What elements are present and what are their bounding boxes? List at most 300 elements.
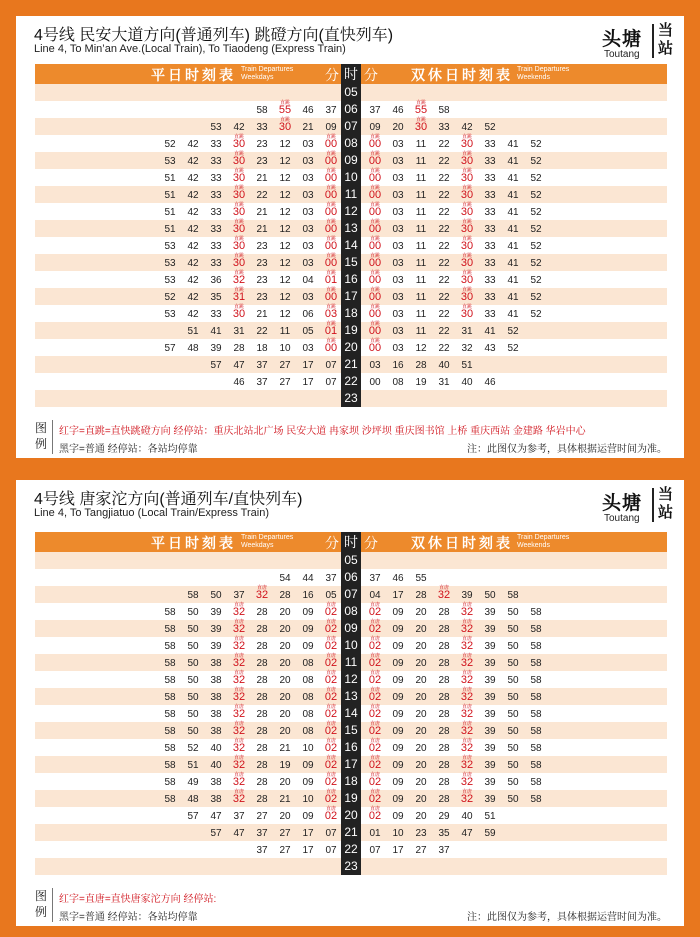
departure-minute: 33 <box>484 309 496 320</box>
express-departure-minute: 直跳 30 <box>229 186 249 203</box>
direction-title-en: Line 4, To Tangjiatuo (Local Train/Express Train) <box>34 507 270 519</box>
departure-minute: 28 <box>438 709 450 720</box>
departure-minute: 00 <box>369 377 381 388</box>
departure-minute: 39 <box>484 607 496 618</box>
weekday-title: 平日时刻表 <box>151 67 236 83</box>
departure-minute: 10 <box>279 343 291 354</box>
departure-minute: 12 <box>279 156 291 167</box>
departure-minute: 39 <box>484 777 496 788</box>
departure-minute: 37 <box>233 590 245 601</box>
express-departure-minute: 直跳 30 <box>457 203 477 220</box>
departure-minute: 20 <box>279 726 291 737</box>
departure-minute: 11 <box>415 173 427 184</box>
weekend-title-en: Train Departures Weekends <box>517 534 570 549</box>
departure-minute: 28 <box>279 590 291 601</box>
departure-minute: 33 <box>484 241 496 252</box>
departure-minute: 50 <box>187 658 199 669</box>
departure-minute: 20 <box>279 692 291 703</box>
departure-minute: 39 <box>210 624 222 635</box>
express-departure-minute: 直跳 00 <box>321 254 341 271</box>
hour-cell: 17 <box>341 288 361 305</box>
departure-minute: 07 <box>325 360 337 371</box>
departure-minute: 22 <box>256 326 268 337</box>
departure-minute: 52 <box>530 207 542 218</box>
express-departure-minute: 直唐 02 <box>365 688 385 705</box>
departure-minute: 12 <box>279 207 291 218</box>
departure-minute: 33 <box>484 190 496 201</box>
departure-minute: 51 <box>484 811 496 822</box>
departure-minute: 38 <box>210 658 222 669</box>
hour-cell: 05 <box>341 84 361 101</box>
hour-row-23 <box>35 390 667 407</box>
express-departure-minute: 直唐 32 <box>457 739 477 756</box>
departure-minute: 03 <box>302 156 314 167</box>
departure-minute: 27 <box>279 360 291 371</box>
hour-cell: 05 <box>341 552 361 569</box>
departure-minute: 47 <box>461 828 473 839</box>
express-departure-minute: 直跳 00 <box>365 203 385 220</box>
departure-minute: 20 <box>415 641 427 652</box>
express-departure-minute: 直唐 02 <box>365 739 385 756</box>
hour-row-20 <box>35 339 667 356</box>
departure-minute: 58 <box>164 777 176 788</box>
departure-minute: 20 <box>415 777 427 788</box>
departure-minute: 17 <box>392 590 404 601</box>
departure-minute: 11 <box>415 139 427 150</box>
departure-minute: 09 <box>302 624 314 635</box>
departure-minute: 09 <box>325 122 337 133</box>
departure-minute: 50 <box>507 641 519 652</box>
legend-divider <box>52 888 53 922</box>
departure-minute: 22 <box>438 309 450 320</box>
departure-minute: 08 <box>392 377 404 388</box>
departure-minute: 16 <box>302 590 314 601</box>
departure-minute: 03 <box>392 275 404 286</box>
departure-minute: 08 <box>302 675 314 686</box>
hour-row-05 <box>35 84 667 101</box>
departure-minute: 21 <box>256 207 268 218</box>
departure-minute: 20 <box>415 658 427 669</box>
departure-minute: 09 <box>302 760 314 771</box>
departure-minute: 58 <box>530 709 542 720</box>
hour-cell: 19 <box>341 322 361 339</box>
hour-row-17 <box>35 288 667 305</box>
departure-minute: 53 <box>164 258 176 269</box>
departure-minute: 40 <box>461 811 473 822</box>
express-departure-minute: 直跳 00 <box>365 135 385 152</box>
departure-minute: 35 <box>210 292 222 303</box>
express-departure-minute: 直唐 32 <box>457 756 477 773</box>
express-departure-minute: 直唐 32 <box>457 790 477 807</box>
departure-minute: 58 <box>164 692 176 703</box>
departure-minute: 41 <box>507 190 519 201</box>
departure-minute: 23 <box>256 156 268 167</box>
express-departure-minute: 直唐 32 <box>229 722 249 739</box>
express-departure-minute: 直跳 00 <box>365 237 385 254</box>
departure-minute: 41 <box>210 326 222 337</box>
departure-minute: 23 <box>256 258 268 269</box>
express-departure-minute: 直唐 02 <box>365 756 385 773</box>
departure-minute: 50 <box>187 709 199 720</box>
departure-minute: 09 <box>392 794 404 805</box>
departure-minute: 58 <box>530 607 542 618</box>
departure-minute: 12 <box>279 309 291 320</box>
departure-minute: 54 <box>279 573 291 584</box>
departure-minute: 36 <box>210 275 222 286</box>
departure-minute: 21 <box>279 743 291 754</box>
departure-minute: 17 <box>302 377 314 388</box>
departure-minute: 20 <box>279 709 291 720</box>
hour-row-21 <box>35 824 667 841</box>
departure-minute: 38 <box>210 675 222 686</box>
departure-minute: 52 <box>530 139 542 150</box>
departure-minute: 28 <box>256 777 268 788</box>
express-departure-minute: 直跳 01 <box>321 271 341 288</box>
express-departure-minute: 直跳 30 <box>275 118 295 135</box>
express-departure-minute: 直跳 30 <box>411 118 431 135</box>
departure-minute: 09 <box>392 709 404 720</box>
departure-minute: 27 <box>279 845 291 856</box>
departure-minute: 42 <box>187 190 199 201</box>
legend-local: 黑字=普通 经停站：各站均停靠 <box>59 444 198 455</box>
departure-minute: 50 <box>507 743 519 754</box>
direction-title: 4号线 唐家沱方向(普通列车/直快列车) <box>34 491 303 508</box>
departure-minute: 03 <box>392 224 404 235</box>
departure-minute: 28 <box>256 675 268 686</box>
express-departure-minute: 直唐 02 <box>365 654 385 671</box>
express-departure-minute: 直唐 32 <box>457 637 477 654</box>
hour-row-05 <box>35 552 667 569</box>
hour-row-14 <box>35 705 667 722</box>
departure-minute: 09 <box>392 658 404 669</box>
departure-minute: 39 <box>484 641 496 652</box>
weekday-title-en: Train Departures Weekdays <box>241 66 294 81</box>
hour-cell: 14 <box>341 705 361 722</box>
departure-minute: 47 <box>233 828 245 839</box>
departure-minute: 22 <box>438 139 450 150</box>
departure-minute: 03 <box>392 139 404 150</box>
departure-minute: 48 <box>187 794 199 805</box>
express-departure-minute: 直跳 30 <box>229 305 249 322</box>
departure-minute: 50 <box>210 590 222 601</box>
weekday-title-en: Train Departures Weekdays <box>241 534 294 549</box>
departure-minute: 07 <box>325 828 337 839</box>
departure-minute: 39 <box>210 607 222 618</box>
departure-minute: 42 <box>187 173 199 184</box>
departure-minute: 58 <box>164 607 176 618</box>
departure-minute: 51 <box>164 224 176 235</box>
current-station <box>602 22 678 62</box>
express-departure-minute: 直跳 30 <box>457 305 477 322</box>
hour-row-13 <box>35 688 667 705</box>
express-departure-minute: 直跳 30 <box>229 237 249 254</box>
departure-minute: 22 <box>438 275 450 286</box>
departure-minute: 12 <box>279 241 291 252</box>
departure-minute: 20 <box>415 607 427 618</box>
express-departure-minute: 直唐 02 <box>365 807 385 824</box>
departure-minute: 20 <box>415 760 427 771</box>
hour-cell: 16 <box>341 739 361 756</box>
departure-minute: 42 <box>187 258 199 269</box>
express-departure-minute: 直跳 30 <box>457 169 477 186</box>
departure-minute: 33 <box>210 173 222 184</box>
departure-minute: 40 <box>461 377 473 388</box>
departure-minute: 52 <box>530 309 542 320</box>
departure-minute: 09 <box>369 122 381 133</box>
direction-title-en: Line 4, To Min’an Ave.(Local Train), To Tiaodeng (Express Train) <box>34 43 346 55</box>
departure-minute: 50 <box>484 590 496 601</box>
departure-minute: 42 <box>187 224 199 235</box>
departure-minute: 28 <box>256 641 268 652</box>
departure-minute: 50 <box>507 794 519 805</box>
departure-minute: 57 <box>210 360 222 371</box>
departure-minute: 22 <box>438 258 450 269</box>
station-name: 头塘 <box>602 493 643 514</box>
express-departure-minute: 直跳 00 <box>321 288 341 305</box>
express-departure-minute: 直跳 30 <box>229 169 249 186</box>
departure-minute: 11 <box>415 207 427 218</box>
departure-minute: 11 <box>415 190 427 201</box>
hour-cell: 15 <box>341 722 361 739</box>
departure-minute: 28 <box>415 590 427 601</box>
hour-row-06 <box>35 569 667 586</box>
departure-minute: 28 <box>256 692 268 703</box>
timetable <box>35 532 667 875</box>
station-name-en: Toutang <box>604 49 640 60</box>
express-departure-minute: 直跳 30 <box>457 254 477 271</box>
departure-minute: 09 <box>392 624 404 635</box>
express-departure-minute: 直唐 32 <box>229 688 249 705</box>
departure-minute: 41 <box>507 258 519 269</box>
legend-divider <box>52 420 53 454</box>
departure-minute: 47 <box>210 811 222 822</box>
departure-minute: 59 <box>484 828 496 839</box>
departure-minute: 52 <box>507 343 519 354</box>
hour-row-17 <box>35 756 667 773</box>
departure-minute: 37 <box>256 360 268 371</box>
express-departure-minute: 直唐 32 <box>229 671 249 688</box>
departure-minute: 37 <box>438 845 450 856</box>
departure-minute: 39 <box>484 692 496 703</box>
departure-minute: 01 <box>369 828 381 839</box>
departure-minute: 39 <box>484 658 496 669</box>
panel-header <box>16 480 684 528</box>
departure-minute: 33 <box>484 156 496 167</box>
departure-minute: 28 <box>438 658 450 669</box>
departure-minute: 10 <box>392 828 404 839</box>
weekday-minute-label: 分 <box>325 67 339 83</box>
departure-minute: 09 <box>302 811 314 822</box>
hour-row-13 <box>35 220 667 237</box>
departure-minute: 58 <box>164 658 176 669</box>
departure-minute: 42 <box>187 139 199 150</box>
departure-minute: 33 <box>484 275 496 286</box>
departure-minute: 42 <box>187 292 199 303</box>
express-departure-minute: 直跳 00 <box>365 305 385 322</box>
express-departure-minute: 直唐 02 <box>321 671 341 688</box>
departure-minute: 39 <box>484 726 496 737</box>
express-departure-minute: 直跳 00 <box>321 203 341 220</box>
weekend-minute-label: 分 <box>364 535 378 551</box>
departure-minute: 09 <box>392 607 404 618</box>
station-name-en: Toutang <box>604 513 640 524</box>
departure-minute: 58 <box>530 760 542 771</box>
departure-minute: 22 <box>438 173 450 184</box>
departure-minute: 50 <box>187 641 199 652</box>
departure-minute: 28 <box>256 743 268 754</box>
departure-minute: 09 <box>392 811 404 822</box>
weekend-title: 双休日时刻表 <box>411 67 513 83</box>
express-departure-minute: 直唐 32 <box>457 722 477 739</box>
hour-cell: 20 <box>341 339 361 356</box>
departure-minute: 31 <box>461 326 473 337</box>
departure-minute: 38 <box>210 726 222 737</box>
departure-minute: 09 <box>302 607 314 618</box>
hour-row-09 <box>35 152 667 169</box>
express-departure-minute: 直唐 02 <box>321 688 341 705</box>
departure-minute: 42 <box>187 241 199 252</box>
express-departure-minute: 直跳 00 <box>321 339 341 356</box>
departure-minute: 50 <box>187 675 199 686</box>
departure-minute: 22 <box>438 241 450 252</box>
express-departure-minute: 直跳 30 <box>457 186 477 203</box>
departure-minute: 08 <box>302 658 314 669</box>
panel-header <box>16 16 684 64</box>
departure-minute: 39 <box>210 641 222 652</box>
departure-minute: 28 <box>438 675 450 686</box>
express-departure-minute: 直唐 02 <box>321 620 341 637</box>
express-departure-minute: 直跳 30 <box>457 152 477 169</box>
departure-minute: 09 <box>392 726 404 737</box>
departure-minute: 55 <box>415 573 427 584</box>
departure-minute: 11 <box>415 156 427 167</box>
departure-minute: 09 <box>392 760 404 771</box>
legend-express: 红字=直唐=直快唐家沱方向 经停站: <box>59 894 217 905</box>
departure-minute: 37 <box>369 573 381 584</box>
departure-minute: 41 <box>507 309 519 320</box>
departure-minute: 20 <box>415 811 427 822</box>
departure-minute: 58 <box>530 794 542 805</box>
departure-minute: 11 <box>415 309 427 320</box>
hour-cell: 15 <box>341 254 361 271</box>
express-departure-minute: 直跳 00 <box>365 322 385 339</box>
departure-minute: 18 <box>256 343 268 354</box>
departure-minute: 50 <box>507 624 519 635</box>
express-departure-minute: 直唐 32 <box>457 671 477 688</box>
hour-cell: 22 <box>341 841 361 858</box>
departure-minute: 03 <box>392 207 404 218</box>
hour-row-14 <box>35 237 667 254</box>
departure-minute: 12 <box>415 343 427 354</box>
departure-minute: 31 <box>438 377 450 388</box>
express-departure-minute: 直唐 02 <box>321 807 341 824</box>
departure-minute: 58 <box>530 726 542 737</box>
departure-minute: 57 <box>164 343 176 354</box>
legend-label: 图例 <box>35 889 48 919</box>
departure-minute: 22 <box>438 343 450 354</box>
express-departure-minute: 直唐 02 <box>365 790 385 807</box>
departure-minute: 03 <box>392 343 404 354</box>
departure-minute: 28 <box>438 794 450 805</box>
departure-minute: 22 <box>438 292 450 303</box>
hour-row-23 <box>35 858 667 875</box>
departure-minute: 12 <box>279 173 291 184</box>
departure-minute: 08 <box>302 709 314 720</box>
departure-minute: 23 <box>256 275 268 286</box>
express-departure-minute: 直唐 02 <box>321 654 341 671</box>
departure-minute: 58 <box>164 726 176 737</box>
hour-cell: 08 <box>341 603 361 620</box>
departure-minute: 37 <box>369 105 381 116</box>
departure-minute: 28 <box>256 794 268 805</box>
departure-minute: 52 <box>530 275 542 286</box>
hour-row-18 <box>35 773 667 790</box>
departure-minute: 41 <box>507 241 519 252</box>
departure-minute: 28 <box>438 641 450 652</box>
departure-minute: 29 <box>438 811 450 822</box>
departure-minute: 28 <box>438 777 450 788</box>
departure-minute: 58 <box>438 105 450 116</box>
departure-minute: 11 <box>279 326 291 337</box>
departure-minute: 27 <box>256 811 268 822</box>
departure-minute: 04 <box>369 590 381 601</box>
departure-minute: 33 <box>210 190 222 201</box>
hour-cell: 12 <box>341 203 361 220</box>
departure-minute: 28 <box>256 624 268 635</box>
departure-minute: 43 <box>484 343 496 354</box>
express-departure-minute: 直跳 00 <box>365 254 385 271</box>
departure-minute: 46 <box>302 105 314 116</box>
departure-minute: 23 <box>415 828 427 839</box>
departure-minute: 52 <box>187 743 199 754</box>
departure-minute: 39 <box>484 709 496 720</box>
express-departure-minute: 直跳 00 <box>321 237 341 254</box>
departure-minute: 28 <box>256 709 268 720</box>
express-departure-minute: 直唐 02 <box>321 705 341 722</box>
departure-minute: 08 <box>302 692 314 703</box>
hour-row-15 <box>35 722 667 739</box>
departure-minute: 33 <box>438 122 450 133</box>
express-departure-minute: 直跳 00 <box>321 186 341 203</box>
departure-minute: 39 <box>210 343 222 354</box>
departure-minute: 41 <box>507 224 519 235</box>
departure-minute: 58 <box>164 675 176 686</box>
express-departure-minute: 直唐 32 <box>229 739 249 756</box>
departure-minute: 46 <box>484 377 496 388</box>
departure-minute: 38 <box>210 709 222 720</box>
departure-minute: 20 <box>415 794 427 805</box>
departure-minute: 39 <box>484 743 496 754</box>
departure-minute: 42 <box>461 122 473 133</box>
hour-row-11 <box>35 654 667 671</box>
departure-minute: 33 <box>484 139 496 150</box>
departure-minute: 20 <box>279 658 291 669</box>
departure-minute: 28 <box>438 743 450 754</box>
departure-minute: 42 <box>187 207 199 218</box>
departure-minute: 28 <box>256 726 268 737</box>
departure-minute: 40 <box>438 360 450 371</box>
departure-minute: 51 <box>187 326 199 337</box>
departure-minute: 33 <box>210 258 222 269</box>
departure-minute: 50 <box>507 675 519 686</box>
departure-minute: 10 <box>302 743 314 754</box>
departure-minute: 20 <box>415 709 427 720</box>
hour-cell: 08 <box>341 135 361 152</box>
hour-cell: 21 <box>341 356 361 373</box>
express-departure-minute: 直跳 30 <box>457 271 477 288</box>
departure-minute: 27 <box>415 845 427 856</box>
hour-row-22 <box>35 373 667 390</box>
